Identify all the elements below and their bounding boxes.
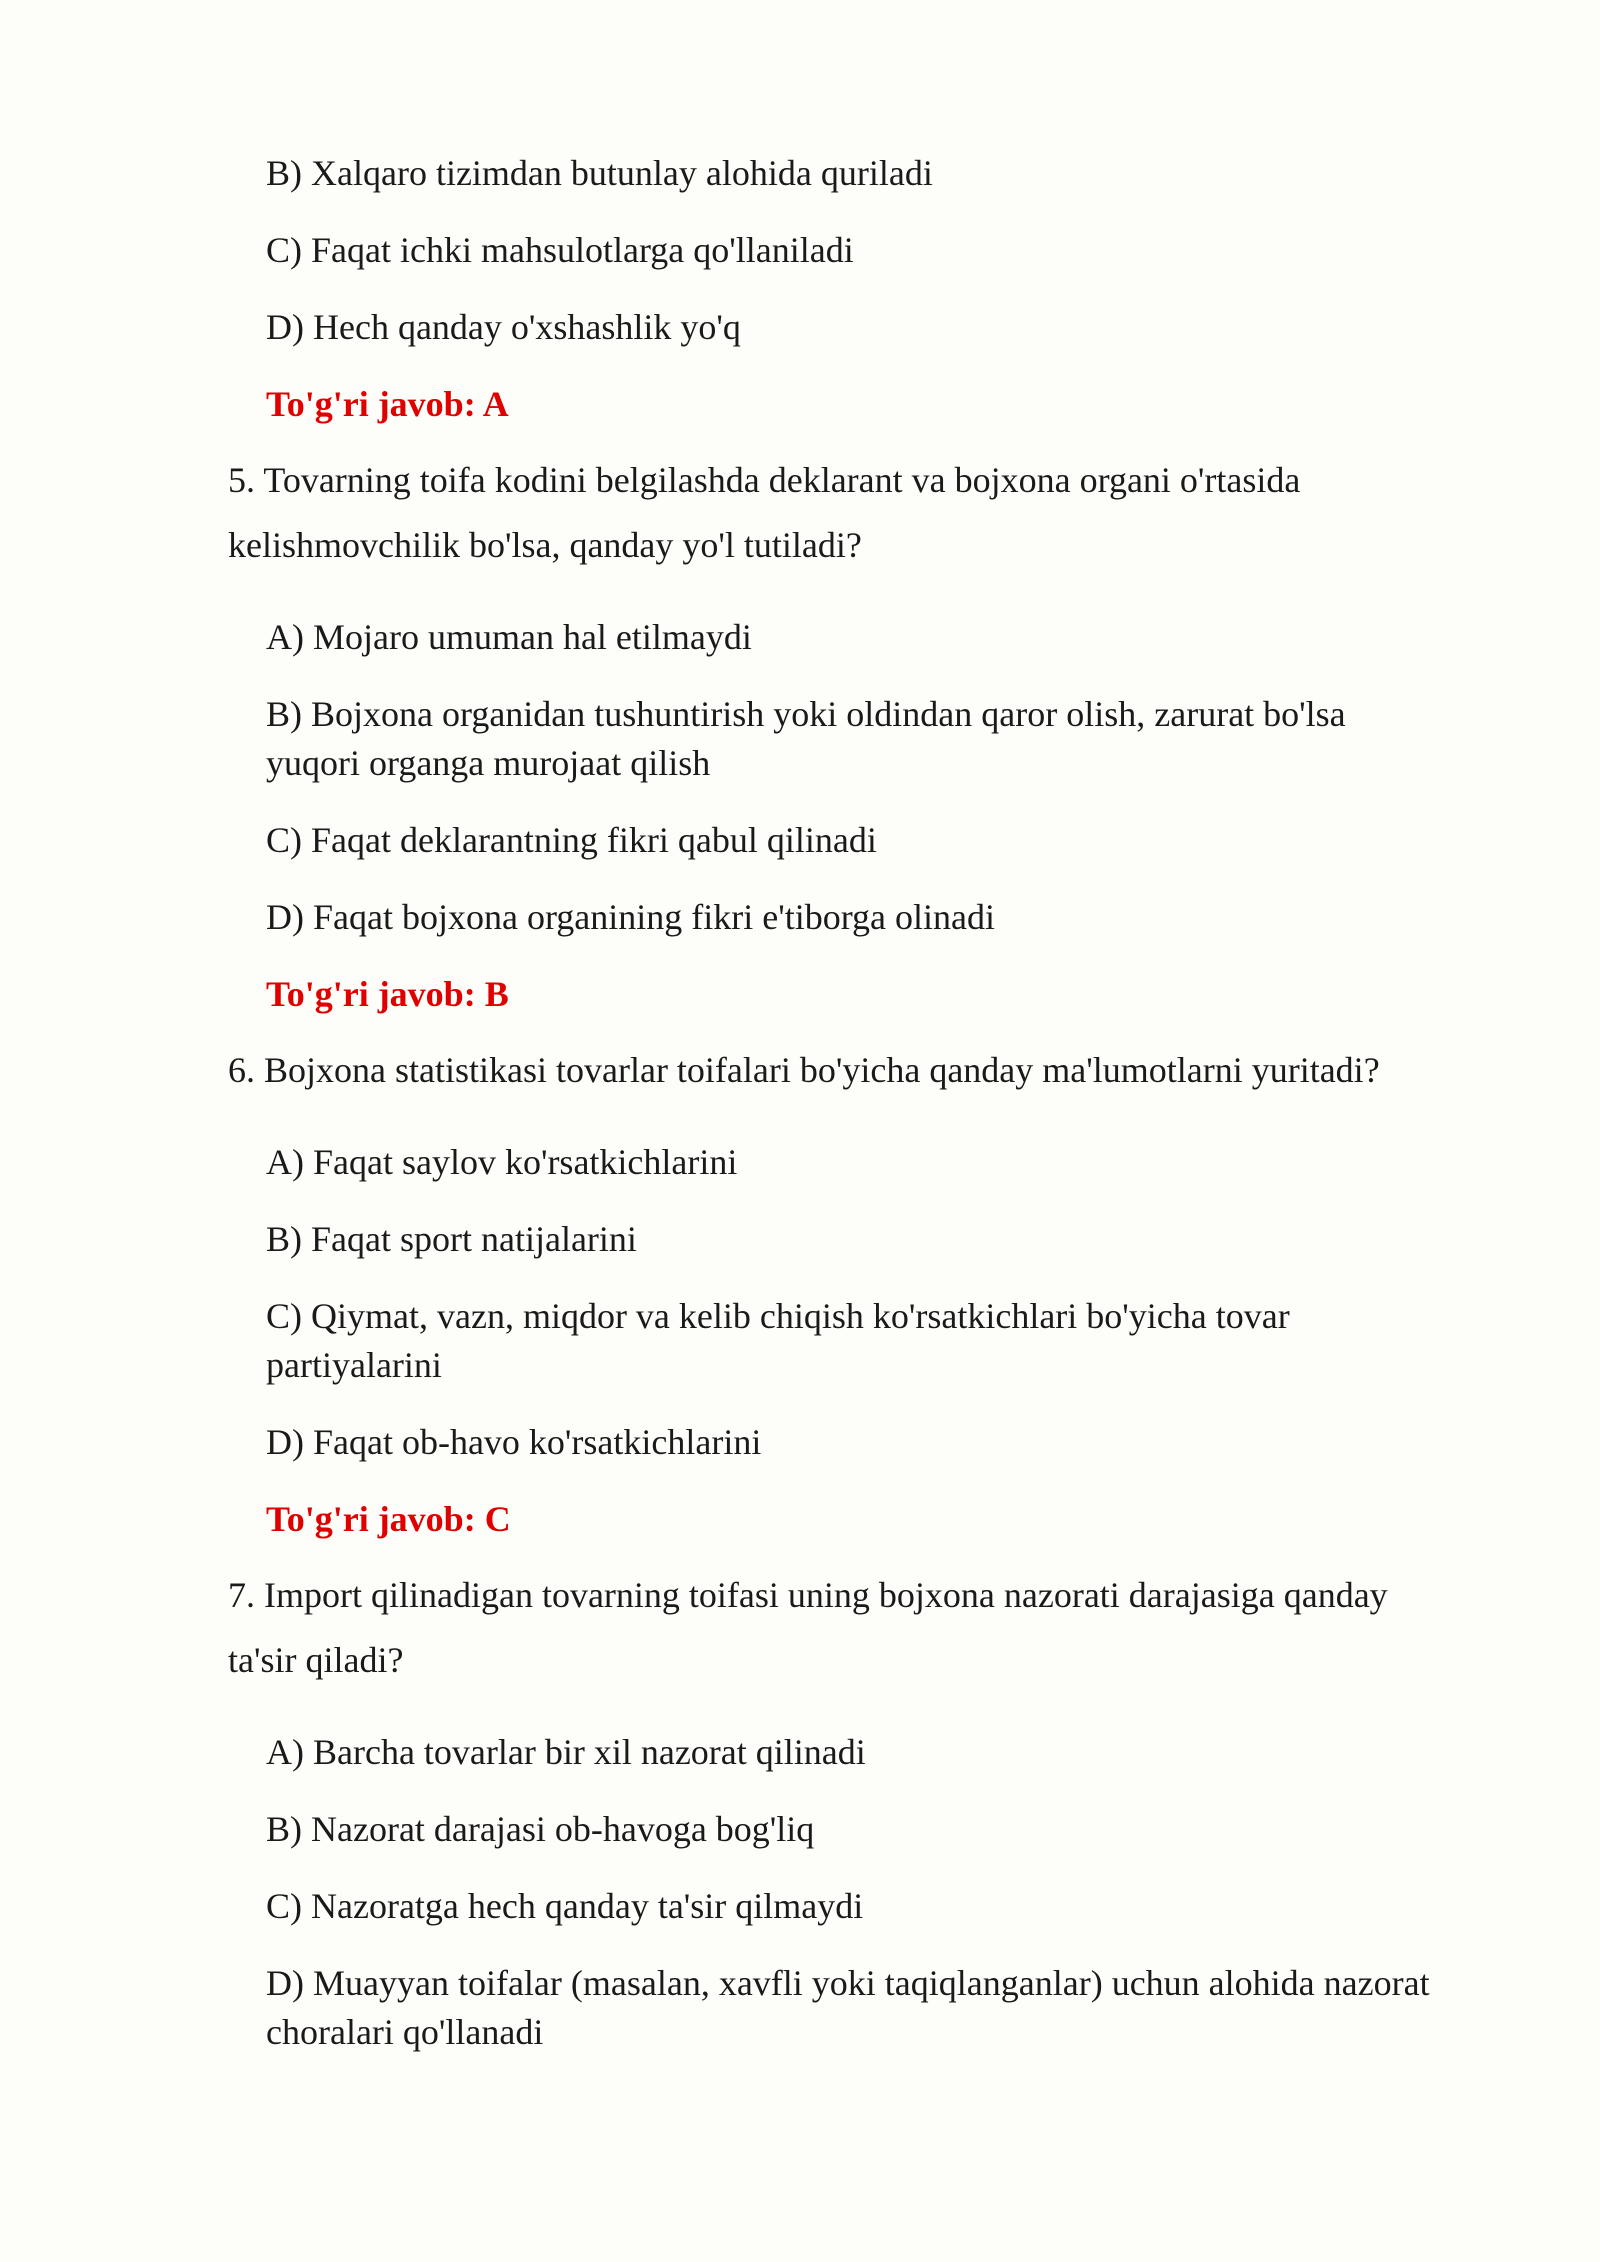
q6-correct-answer: To'g'ri javob: C — [266, 1499, 511, 1539]
q5-text-line-1: 5. Tovarning toifa kodini belgilashda deklarant va bojxona organi o'rtasida — [228, 460, 1301, 500]
q5-option-c: C) Faqat deklarantning fikri qabul qilinadi — [266, 820, 877, 860]
q5-option-d: D) Faqat bojxona organining fikri e'tiborga olinadi — [266, 897, 996, 937]
q7-text-line-1: 7. Import qilinadigan tovarning toifasi uning bojxona nazorati darajasiga qanday — [228, 1575, 1388, 1615]
q6-text-line-1: 6. Bojxona statistikasi tovarlar toifalari bo'yicha qanday ma'lumotlarni yuritadi? — [228, 1050, 1380, 1090]
prev-option-b: B) Xalqaro tizimdan butunlay alohida quriladi — [266, 153, 933, 193]
q7-option-b: B) Nazorat darajasi ob-havoga bog'liq — [266, 1809, 815, 1849]
q7-option-d-line-2: choralari qo'llanadi — [266, 2012, 544, 2052]
prev-correct-answer: To'g'ri javob: A — [266, 384, 509, 424]
q6-option-a: A) Faqat saylov ko'rsatkichlarini — [266, 1142, 738, 1182]
prev-option-c: C) Faqat ichki mahsulotlarga qo'llaniladi — [266, 230, 854, 270]
q7-option-d-line-1: D) Muayyan toifalar (masalan, xavfli yoki taqiqlanganlar) uchun alohida nazorat — [266, 1963, 1430, 2003]
q7-option-c: C) Nazoratga hech qanday ta'sir qilmaydi — [266, 1886, 864, 1926]
prev-option-d: D) Hech qanday o'xshashlik yo'q — [266, 307, 741, 347]
q5-text-line-2: kelishmovchilik bo'lsa, qanday yo'l tutiladi? — [228, 525, 862, 565]
q6-option-d: D) Faqat ob-havo ko'rsatkichlarini — [266, 1422, 762, 1462]
q6-option-c-line-2: partiyalarini — [266, 1345, 442, 1385]
q6-option-b: B) Faqat sport natijalarini — [266, 1219, 637, 1259]
q5-option-a: A) Mojaro umuman hal etilmaydi — [266, 617, 752, 657]
q7-text-line-2: ta'sir qiladi? — [228, 1640, 404, 1680]
q5-option-b-line-2: yuqori organga murojaat qilish — [266, 743, 711, 783]
q5-option-b-line-1: B) Bojxona organidan tushuntirish yoki oldindan qaror olish, zarurat bo'lsa — [266, 694, 1346, 734]
q6-option-c-line-1: C) Qiymat, vazn, miqdor va kelib chiqish ko'rsatkichlari bo'yicha tovar — [266, 1296, 1290, 1336]
q5-correct-answer: To'g'ri javob: B — [266, 974, 509, 1014]
q7-option-a: A) Barcha tovarlar bir xil nazorat qilinadi — [266, 1732, 866, 1772]
